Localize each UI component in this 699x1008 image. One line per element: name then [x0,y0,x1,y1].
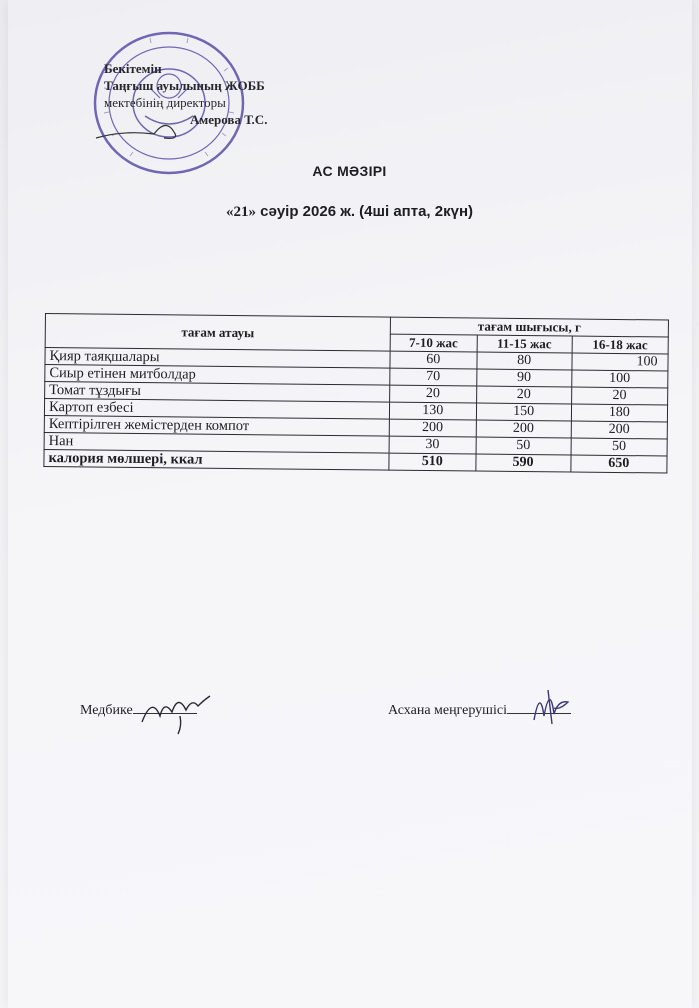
dish-value: 90 [476,369,571,387]
dish-value: 50 [476,437,571,455]
director-signature [94,108,184,148]
dish-name: Картоп езбесі [44,399,389,420]
canteen-label: Асхана меңгерушісі [388,703,507,718]
dish-name: Нан [44,432,389,453]
nurse-signature [138,686,218,738]
dish-value: 20 [571,387,667,405]
dish-value: 180 [571,404,667,422]
dish-value: 20 [390,385,477,403]
dish-value: 150 [476,403,571,421]
approval-line: мектебінің директоры [104,95,226,110]
dish-value: 80 [476,352,571,370]
dish-value: 200 [476,420,571,438]
page-title: АС МӘЗІРІ [312,163,387,179]
dish-value: 70 [390,368,477,386]
dish-name: Томат тұздығы [45,382,390,403]
total-value: 590 [475,454,570,472]
header-age: 11-15 жас [477,335,572,353]
menu-date [0,203,699,221]
header-age: 7-10 жас [390,334,477,352]
dish-name: Кептірілген жемістерден компот [44,415,389,436]
approval-line: Амерова Т.С. [190,112,268,127]
dish-name: Қияр таяқшалары [45,348,390,369]
total-value: 650 [571,455,667,473]
canteen-signature [524,680,584,728]
approval-line: Таңғыш ауылының ЖОББ [104,78,265,93]
header-name: тағам атауы [45,314,390,352]
dish-name: Сиыр етінен митболдар [45,365,390,386]
dish-value: 200 [389,419,476,437]
date-text: сәуір 2026 ж. (4ші апта, 2күн) [255,203,474,220]
dish-value: 30 [389,436,476,454]
approval-line: Бекітемін [104,61,162,76]
dish-value: 200 [571,421,667,439]
dish-value: 50 [571,438,667,456]
date-day: «21» [225,204,256,220]
header-output: тағам шығысы, г [390,317,668,337]
dish-value: 60 [390,351,477,369]
dish-value: 20 [476,386,571,404]
dish-value: 130 [389,402,476,420]
header-age: 16-18 жас [572,336,668,354]
dish-value: 100 [571,370,667,388]
total-label: калория мөлшері, ккал [44,449,389,470]
menu-table [43,313,669,474]
total-value: 510 [389,453,476,471]
dish-value: 100 [572,353,668,371]
nurse-label: Медбике [80,703,133,718]
